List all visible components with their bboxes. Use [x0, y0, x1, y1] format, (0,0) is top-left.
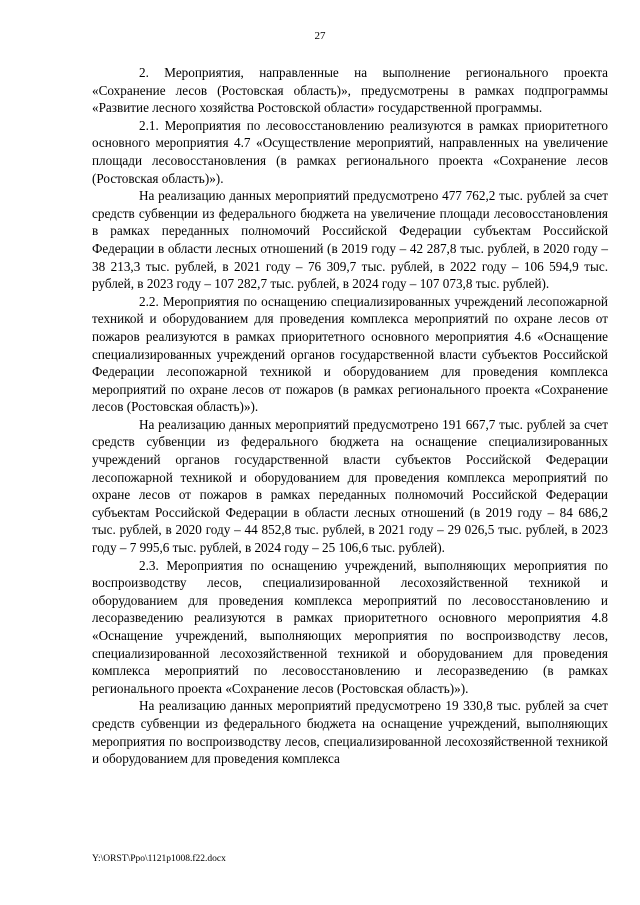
paragraph-2-1: 2.1. Мероприятия по лесовосстановлению реализуются в рамках приоритетного основного мероприятия 4.7 «Осуществление мероприятий, направленных на увеличение площади лесовосстановления (в рамках регионального проекта «Сохранение лесов (Ростовская область)»).: [92, 117, 608, 186]
paragraph-2-2-funding: На реализацию данных мероприятий предусмотрено 191 667,7 тыс. рублей за счет средств субвенции из федерального бюджета на оснащение специализированных учреждений органов государственной власти субъектов Российской Федерации лесопожарной техникой и оборудованием для проведения комплекса мероприятий по охране лесов от пожаров в рамках переданных полномочий Российской Федерации субъектам Российской Федерации в области лесных отношений (в 2019 году – 84 686,2 тыс. рублей, в 2020 году – 44 852,8 тыс. рублей, в 2021 году – 29 026,5 тыс. рублей, в 2023 году – 7 995,6 тыс. рублей, в 2024 году – 25 106,6 тыс. рублей).: [92, 416, 608, 556]
footer-file-path: Y:\ORST\Ppo\1121p1008.f22.docx: [92, 854, 226, 864]
paragraph-2-3: 2.3. Мероприятия по оснащению учреждений, выполняющих мероприятия по воспроизводству лесов, специализированной лесохозяйственной техникой и оборудованием для проведения комплекса мероприятий по лесовосстановлению и лесоразведению реализуются в рамках приоритетного основного мероприятия 4.8 «Оснащение учреждений, выполняющих мероприятия по воспроизводству лесов, специализированной лесохозяйственной техникой и оборудованием для проведения комплекса мероприятий по лесовосстановлению и лесоразведению (в рамках регионального проекта «Сохранение лесов (Ростовская область)»).: [92, 557, 608, 696]
paragraph-2-3-funding: На реализацию данных мероприятий предусмотрено 19 330,8 тыс. рублей за счет средств субвенции из федерального бюджета на оснащение учреждений, выполняющих мероприятия по воспроизводству лесов, специализированной лесохозяйственной техникой и оборудованием для проведения комплекса: [92, 698, 608, 767]
paragraph-2-1-funding: На реализацию данных мероприятий предусмотрено 477 762,2 тыс. рублей за счет средств субвенции из федерального бюджета на увеличение площади лесовосстановления в рамках переданных полномочий Российской Федерации субъектам Российской Федерации в области лесных отношений (в 2019 году – 42 287,8 тыс. рублей, в 2020 году – 38 213,3 тыс. рублей, в 2021 году – 76 309,7 тыс. рублей, в 2022 году – 106 594,9 тыс. рублей, в 2023 году – 107 282,7 тыс. рублей, в 2024 году – 107 073,8 тыс. рублей).: [92, 188, 608, 292]
paragraph-2-intro: 2. Мероприятия, направленные на выполнение регионального проекта «Сохранение лесов (Ростовская область)», предусмотрены в рамках подпрограммы «Развитие лесного хозяйства Ростовской области» государственной программы.: [92, 65, 608, 116]
document-body: [92, 64, 608, 768]
page-number: 27: [314, 30, 326, 42]
paragraph-2-2: 2.2. Мероприятия по оснащению специализированных учреждений лесопожарной техникой и оборудованием для проведения комплекса мероприятий по охране лесов от пожаров реализуются в рамках приоритетного основного мероприятия 4.6 «Оснащение специализированных учреждений органов государственной власти субъектов Российской Федерации лесопожарной техникой и оборудованием для проведения комплекса мероприятий по охране лесов от пожаров (в рамках регионального проекта «Сохранение лесов (Ростовская область)»).: [92, 293, 608, 415]
